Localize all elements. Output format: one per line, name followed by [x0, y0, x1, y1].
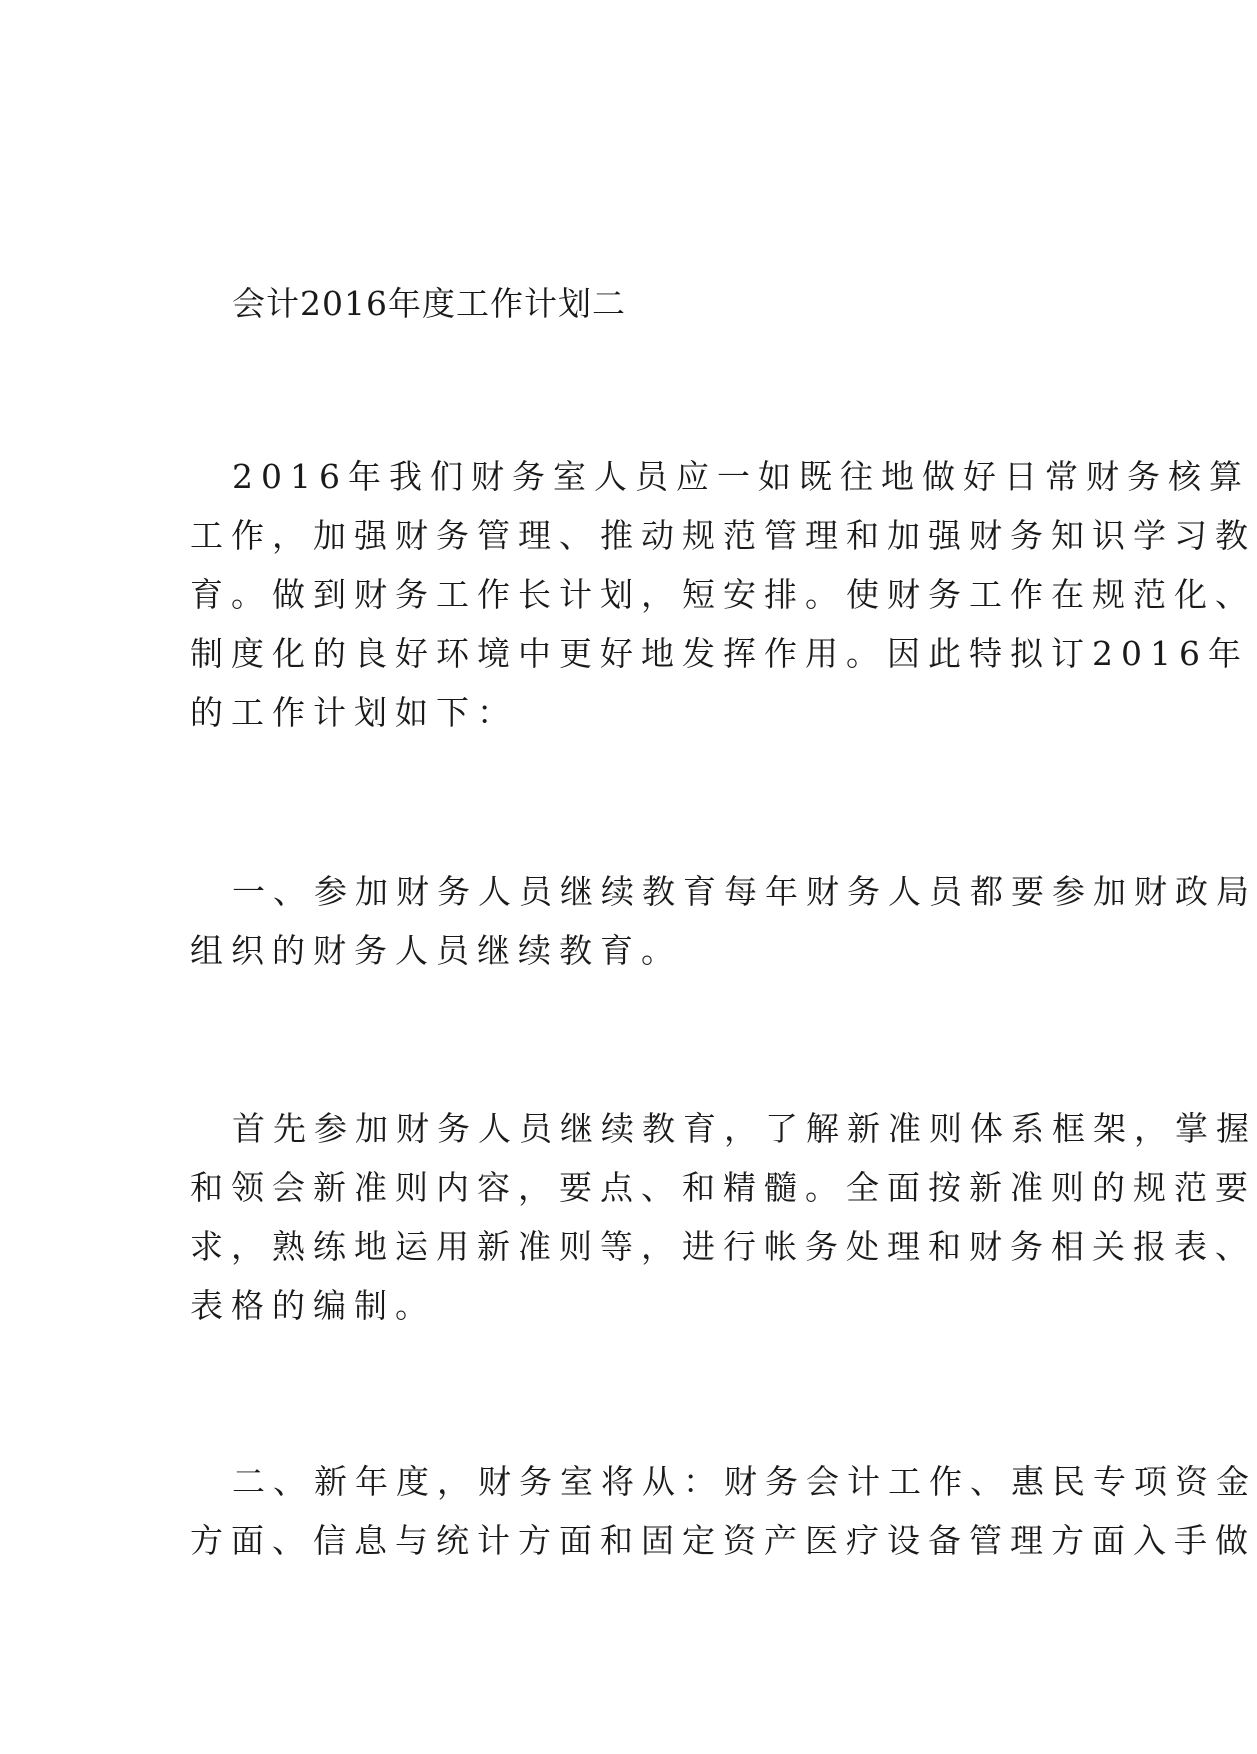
- paragraph-line: 组织的财务人员继续教育。: [190, 931, 682, 970]
- paragraph-line: 二、新年度，财务室将从：财务会计工作、惠民专项资金: [232, 1462, 1257, 1501]
- paragraph-line: 制度化的良好环境中更好地发挥作用。因此特拟订2016年: [190, 634, 1249, 673]
- paragraph-line: 2016年我们财务室人员应一如既往地做好日常财务核算: [232, 457, 1250, 496]
- paragraph-line: 工作，加强财务管理、推动规范管理和加强财务知识学习教: [190, 516, 1256, 555]
- paragraph-continuing-education: [190, 1099, 1257, 1335]
- paragraph-section-one: [190, 862, 1257, 980]
- paragraph-line: 求，熟练地运用新准则等，进行帐务处理和财务相关报表、: [190, 1227, 1256, 1266]
- paragraph-line: 的工作计划如下：: [190, 693, 518, 732]
- paragraph-line: 表格的编制。: [190, 1286, 436, 1325]
- paragraph-intro: [190, 447, 1256, 742]
- document-title: 会计2016年度工作计划二: [232, 284, 626, 323]
- paragraph-line: 一、参加财务人员继续教育每年财务人员都要参加财政局: [232, 872, 1257, 911]
- paragraph-line: 方面、信息与统计方面和固定资产医疗设备管理方面入手做: [190, 1521, 1256, 1560]
- paragraph-line: 首先参加财务人员继续教育，了解新准则体系框架，掌握: [232, 1109, 1257, 1148]
- paragraph-section-two: [190, 1452, 1257, 1570]
- paragraph-line: 育。做到财务工作长计划，短安排。使财务工作在规范化、: [190, 575, 1256, 614]
- paragraph-line: 和领会新准则内容，要点、和精髓。全面按新准则的规范要: [190, 1168, 1256, 1207]
